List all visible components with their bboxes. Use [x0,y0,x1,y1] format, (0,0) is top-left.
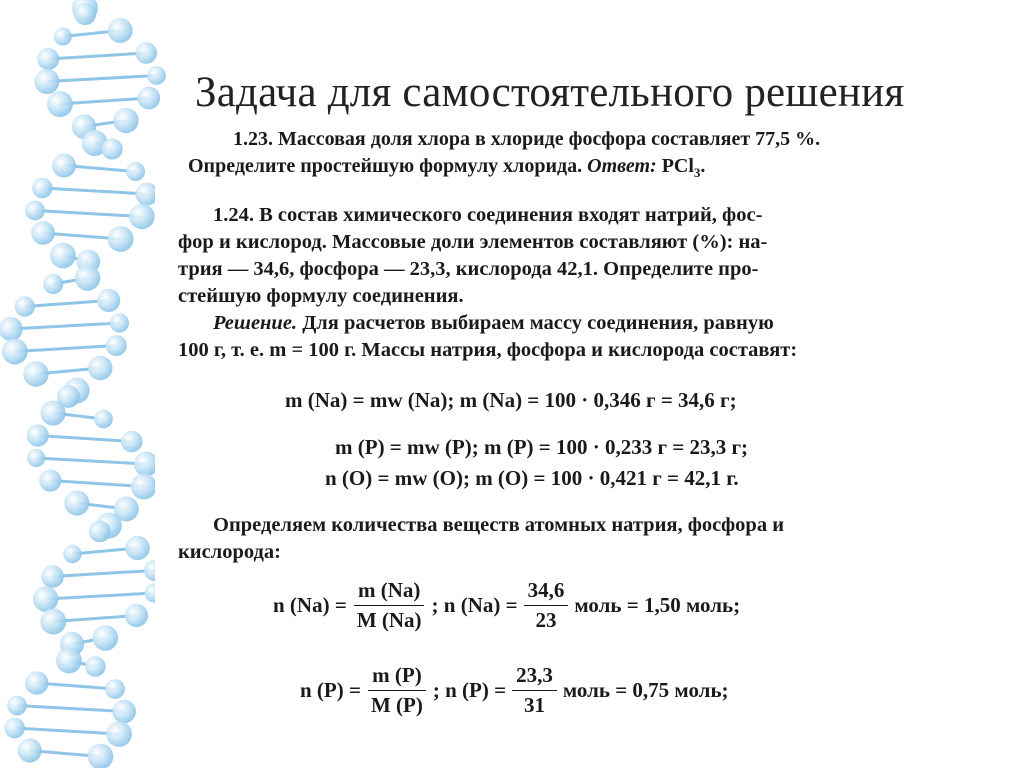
fraction-eq-na [273,578,740,633]
frac-p-lhs: n (P) = [300,678,361,702]
dna-bead [94,410,113,429]
task-1-24-line1: В состав химического соединения входят натрий, фос- [254,204,763,226]
frac-p-rhs: моль = 0,75 моль; [562,678,729,702]
task-1-23-line2: Определите простейшую формулу хлорида. [188,155,588,177]
amounts-line2: кислорода: [178,541,281,563]
dna-rung [46,593,155,599]
solution-label: Решение. [213,312,298,334]
dna-bead [106,335,127,356]
dna-bead [93,625,119,651]
dna-rung [53,571,155,577]
task-1-23-line1: Массовая доля хлора в хлориде фосфора составляет 77,5 %. [273,128,821,150]
frac-na-rhs: моль = 1,50 моль; [574,593,741,617]
task-1-23-number: 1.23. [233,128,273,150]
dna-bead [40,609,66,635]
dna-bead [37,48,59,70]
dna-rung [60,98,149,104]
dna-bead [47,91,73,117]
dna-bead [135,42,157,64]
dna-bead [74,3,96,25]
dna-bead [101,138,122,159]
task-1-24-number: 1.24. [213,204,254,226]
frac-na-num2: 34,6 [524,578,569,606]
dna-bead [125,604,148,627]
dna-bead [137,87,160,110]
task-1-24-line3: трия — 34,6, фосфора — 23,3, кислорода 42,1. Определите про- [178,258,759,280]
dna-rung [42,188,147,194]
dna-helix-decoration [0,0,175,768]
solution-line1: Для расчетов выбираем массу соединения, равную [297,312,774,334]
dna-bead [2,339,28,365]
dna-bead [54,27,72,45]
dna-rung [15,346,116,352]
frac-p-formula [367,663,427,718]
task-1-24 [178,202,923,364]
answer-end: . [700,155,706,177]
dna-bead [106,721,132,747]
dna-rung [15,728,119,734]
dna-bead [105,679,125,699]
frac-p-values [512,663,557,718]
dna-bead [0,317,23,341]
dna-bead [147,66,166,85]
task-1-24-line2: фор и кислород. Массовые доли элементов составляют (%): на- [178,231,768,253]
dna-bead [121,431,143,453]
dna-bead [39,469,61,491]
dna-bead [75,265,101,291]
dna-bead [41,400,66,425]
dna-bead [43,274,63,294]
dna-bead [129,204,155,230]
dna-rung [50,481,144,487]
dna-bead [25,201,45,221]
dna-rung [38,436,132,442]
answer-value: PCl [656,155,694,177]
amounts-line1: Определяем количества веществ атомных натрия, фосфора и [213,514,785,536]
task-1-24-line4: стейшую формулу соединения. [178,285,464,307]
dna-rung [25,301,109,307]
dna-bead [52,153,76,177]
dna-bead [85,656,106,677]
dna-bead [4,718,25,739]
dna-bead [23,361,48,386]
dna-bead [97,289,120,312]
frac-p-num2: 23,3 [512,663,557,691]
equation-p-mass: m (P) = mw (P); m (P) = 100 · 0,233 г = 23,3 г; [335,435,749,459]
dna-bead [32,178,52,198]
textbook-scan [155,120,940,745]
dna-bead [27,424,49,446]
dna-rung [35,211,142,217]
frac-na-formula [353,578,426,633]
dna-bead [41,565,64,588]
dna-rung [11,323,120,329]
dna-bead [125,536,149,560]
dna-bead [27,449,45,467]
frac-na-values [524,578,569,633]
frac-p-den1: M (P) [370,693,423,717]
dna-bead [108,18,133,43]
dna-bead [18,738,42,762]
frac-na-lhs: n (Na) = [273,593,347,617]
dna-bead [33,586,58,611]
dna-bead [15,296,35,316]
frac-na-den2: 23 [535,608,557,632]
dna-bead [113,108,138,133]
frac-p-mid: ; n (P) = [432,678,507,702]
answer-subscript: 3 [693,165,701,180]
solution-line2: 100 г, т. е. m = 100 г. Массы натрия, фосфора и кислорода составят: [178,339,798,361]
dna-bead [56,648,82,674]
dna-rung [17,706,124,712]
slide-title: Задача для самостоятельного решения [195,69,905,116]
dna-bead [110,313,129,332]
answer-label: Ответ: [587,155,657,177]
dna-bead [63,545,82,564]
dna-bead [126,162,145,181]
dna-bead [31,221,55,245]
dna-rung [48,53,146,59]
frac-p-den2: 31 [523,693,545,717]
dna-bead [34,69,59,94]
dna-bead [112,700,136,724]
dna-bead [7,696,27,716]
dna-bead [108,226,134,252]
dna-bead [89,521,111,543]
dna-bead [88,744,114,768]
frac-na-num1: m (Na) [354,578,424,606]
equation-na-mass: m (Na) = mw (Na); m (Na) = 100 · 0,346 г = 34,6 г; [285,388,737,412]
amounts-paragraph [178,512,938,566]
equation-o-mass: n (O) = mw (O); m (O) = 100 · 0,421 г = 42,1 г. [325,466,739,490]
frac-p-num1: m (P) [368,663,426,691]
dna-bead [64,490,89,515]
frac-na-mid: ; n (Na) = [431,593,518,617]
dna-bead [88,356,112,380]
dna-rung [47,76,157,82]
fraction-eq-p [300,663,729,718]
dna-bead [25,671,49,695]
dna-bead [131,474,157,500]
dna-rung [36,458,146,464]
dna-bead [50,243,76,269]
frac-na-den1: M (Na) [356,608,422,632]
task-1-23 [188,126,821,186]
